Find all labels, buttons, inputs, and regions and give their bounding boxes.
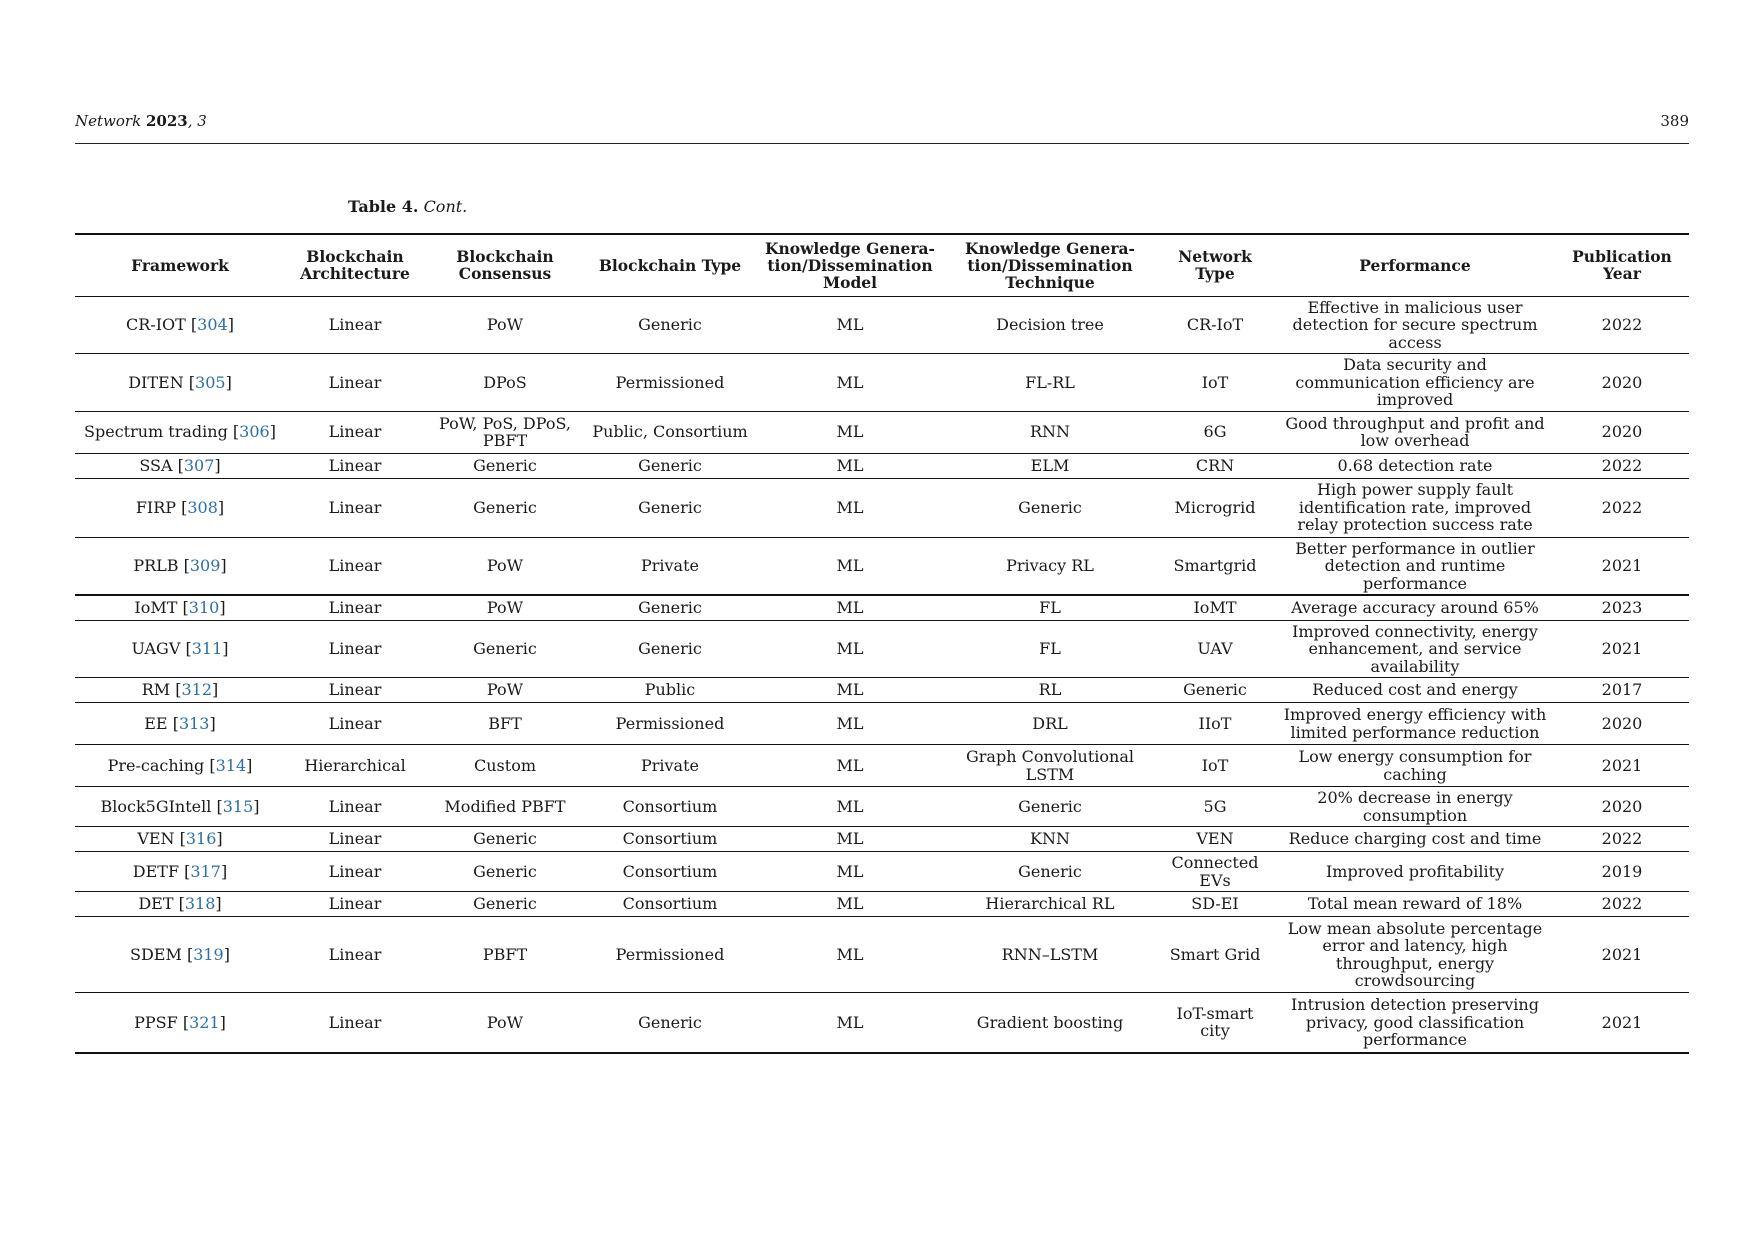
cell-performance: High power supply fault identification rate, improved relay protection success rate — [1275, 478, 1555, 537]
cell-model: ML — [755, 354, 945, 412]
reference-link[interactable]: 316 — [185, 829, 217, 849]
cell-consensus: PoW — [425, 537, 585, 595]
cell-architecture: Linear — [285, 678, 425, 703]
table-row — [75, 296, 1689, 354]
cell-consensus: BFT — [425, 703, 585, 745]
framework-name: Spectrum trading — [84, 422, 228, 442]
framework-name: SDEM — [130, 944, 182, 964]
cell-technique: Generic — [945, 787, 1155, 827]
cell-framework: PPSF [321] — [75, 993, 285, 1053]
cell-performance: Reduced cost and energy — [1275, 678, 1555, 703]
table-row — [75, 537, 1689, 595]
reference-link[interactable]: 312 — [181, 680, 213, 700]
cell-network: VEN — [1155, 827, 1275, 852]
cell-type: Generic — [585, 296, 755, 354]
cell-model: ML — [755, 703, 945, 745]
cell-type: Private — [585, 745, 755, 787]
cell-framework: Spectrum trading [306] — [75, 411, 285, 453]
reference-link[interactable]: 313 — [178, 713, 210, 733]
cell-year: 2017 — [1555, 678, 1689, 703]
cell-consensus: Generic — [425, 892, 585, 917]
cell-architecture: Linear — [285, 892, 425, 917]
reference-link[interactable]: 309 — [189, 556, 221, 575]
cell-network: UAV — [1155, 620, 1275, 678]
reference-link[interactable]: 305 — [195, 372, 226, 392]
cell-framework: IoMT [310] — [75, 595, 285, 620]
cell-type: Generic — [585, 595, 755, 620]
cell-consensus: PoW, PoS, DPoS, PBFT — [425, 411, 585, 453]
cell-consensus: DPoS — [425, 354, 585, 412]
table-label: Table 4. — [348, 197, 419, 216]
table-row — [75, 478, 1689, 537]
cell-technique: Privacy RL — [945, 537, 1155, 595]
cell-performance: Good throughput and profit and low overhead — [1275, 411, 1555, 453]
cell-performance: Total mean reward of 18% — [1275, 892, 1555, 917]
cell-architecture: Linear — [285, 595, 425, 620]
cell-model: ML — [755, 453, 945, 478]
table-row — [75, 678, 1689, 703]
table-body — [75, 296, 1689, 1053]
cell-year: 2019 — [1555, 852, 1689, 892]
framework-name: Block5GIntell — [100, 796, 212, 816]
col-performance: Performance — [1275, 234, 1555, 296]
cell-performance: Improved connectivity, energy enhancement, and service availability — [1275, 620, 1555, 678]
cell-technique: RNN–LSTM — [945, 917, 1155, 993]
cell-network: Connected EVs — [1155, 852, 1275, 892]
col-consensus: Blockchain Consensus — [425, 234, 585, 296]
cell-performance: Improved energy efficiency with limited performance reduction — [1275, 703, 1555, 745]
framework-name: SSA — [139, 455, 173, 475]
cell-architecture: Linear — [285, 852, 425, 892]
reference-link[interactable]: 314 — [215, 755, 247, 775]
framework-name: FIRP — [135, 497, 177, 517]
cell-model: ML — [755, 917, 945, 993]
cell-architecture: Linear — [285, 537, 425, 595]
cell-network: CR-IoT — [1155, 296, 1275, 354]
table-row — [75, 993, 1689, 1053]
cell-consensus: Generic — [425, 478, 585, 537]
reference-link[interactable]: 319 — [193, 944, 224, 964]
cell-year: 2020 — [1555, 703, 1689, 745]
journal-name: Network — [75, 112, 142, 130]
cell-framework: Block5GIntell [315] — [75, 787, 285, 827]
framework-name: RM — [141, 680, 171, 700]
col-architecture: Blockchain Architecture — [285, 234, 425, 296]
cell-type: Generic — [585, 993, 755, 1053]
cell-type: Consortium — [585, 852, 755, 892]
cell-technique: RNN — [945, 411, 1155, 453]
cell-network: IoMT — [1155, 595, 1275, 620]
table-row — [75, 354, 1689, 412]
col-year: Publication Year — [1555, 234, 1689, 296]
col-model: Knowledge Genera-tion/Dissemination Model — [755, 234, 945, 296]
cell-performance: Average accuracy around 65% — [1275, 595, 1555, 620]
cell-network: Generic — [1155, 678, 1275, 703]
cell-architecture: Linear — [285, 296, 425, 354]
cell-year: 2020 — [1555, 354, 1689, 412]
cell-network: IIoT — [1155, 703, 1275, 745]
cell-consensus: Modified PBFT — [425, 787, 585, 827]
reference-link[interactable]: 308 — [187, 497, 218, 517]
cell-consensus: PoW — [425, 993, 585, 1053]
cell-architecture: Linear — [285, 917, 425, 993]
cell-type: Consortium — [585, 827, 755, 852]
cell-performance: Better performance in outlier detection and runtime performance — [1275, 537, 1555, 595]
cell-framework: SDEM [319] — [75, 917, 285, 993]
cell-framework: Pre-caching [314] — [75, 745, 285, 787]
table-row — [75, 745, 1689, 787]
cell-consensus: PBFT — [425, 917, 585, 993]
cell-performance: 0.68 detection rate — [1275, 453, 1555, 478]
framework-name: EE — [144, 713, 168, 733]
cell-technique: Gradient boosting — [945, 993, 1155, 1053]
cell-consensus: Custom — [425, 745, 585, 787]
cell-framework: SSA [307] — [75, 453, 285, 478]
cell-framework: RM [312] — [75, 678, 285, 703]
cell-network: IoT-smart city — [1155, 993, 1275, 1053]
col-network: Network Type — [1155, 234, 1275, 296]
cell-architecture: Linear — [285, 453, 425, 478]
cell-performance: Low mean absolute percentage error and latency, high throughput, energy crowdsourcing — [1275, 917, 1555, 993]
cell-year: 2021 — [1555, 745, 1689, 787]
table-row — [75, 827, 1689, 852]
col-technique: Knowledge Genera-tion/Dissemination Technique — [945, 234, 1155, 296]
cell-type: Permissioned — [585, 354, 755, 412]
cell-technique: FL — [945, 620, 1155, 678]
cell-type: Public — [585, 678, 755, 703]
cell-technique: KNN — [945, 827, 1155, 852]
cell-technique: Decision tree — [945, 296, 1155, 354]
framework-name: PPSF — [134, 1012, 178, 1032]
table-row — [75, 787, 1689, 827]
cell-network: 6G — [1155, 411, 1275, 453]
cell-architecture: Linear — [285, 827, 425, 852]
cell-year: 2022 — [1555, 892, 1689, 917]
reference-link[interactable]: 307 — [183, 455, 215, 475]
framework-name: DITEN — [128, 372, 184, 392]
cell-framework: DETF [317] — [75, 852, 285, 892]
cell-year: 2021 — [1555, 993, 1689, 1053]
cell-model: ML — [755, 296, 945, 354]
cell-framework: EE [313] — [75, 703, 285, 745]
cell-year: 2021 — [1555, 537, 1689, 595]
cell-model: ML — [755, 892, 945, 917]
journal-year: 2023 — [145, 112, 188, 130]
cell-model: ML — [755, 595, 945, 620]
cell-technique: Generic — [945, 852, 1155, 892]
cell-model: ML — [755, 993, 945, 1053]
cell-architecture: Linear — [285, 354, 425, 412]
framework-name: PRLB — [133, 556, 179, 575]
cell-technique: RL — [945, 678, 1155, 703]
cell-model: ML — [755, 478, 945, 537]
cell-network: SD-EI — [1155, 892, 1275, 917]
table-row — [75, 411, 1689, 453]
cell-technique: Generic — [945, 478, 1155, 537]
reference-link[interactable]: 304 — [197, 315, 228, 334]
reference-link[interactable]: 317 — [190, 861, 221, 881]
cell-year: 2020 — [1555, 787, 1689, 827]
table-cont: Cont. — [423, 197, 468, 216]
cell-model: ML — [755, 745, 945, 787]
framework-name: UAGV — [131, 639, 181, 658]
journal-volume: , 3 — [187, 112, 207, 130]
framework-name: CR-IOT — [126, 315, 186, 334]
cell-framework: DITEN [305] — [75, 354, 285, 412]
cell-network: Microgrid — [1155, 478, 1275, 537]
cell-model: ML — [755, 411, 945, 453]
cell-year: 2021 — [1555, 620, 1689, 678]
cell-year: 2021 — [1555, 917, 1689, 993]
cell-network: Smartgrid — [1155, 537, 1275, 595]
col-framework: Framework — [75, 234, 285, 296]
cell-consensus: Generic — [425, 827, 585, 852]
cell-type: Consortium — [585, 787, 755, 827]
framework-name: IoMT — [134, 598, 178, 617]
table-row — [75, 595, 1689, 620]
page-number: 389 — [1660, 112, 1689, 130]
table-row — [75, 892, 1689, 917]
cell-network: CRN — [1155, 453, 1275, 478]
cell-model: ML — [755, 620, 945, 678]
cell-architecture: Linear — [285, 993, 425, 1053]
cell-architecture: Linear — [285, 411, 425, 453]
cell-model: ML — [755, 852, 945, 892]
cell-network: IoT — [1155, 745, 1275, 787]
reference-link[interactable]: 311 — [191, 639, 223, 658]
cell-type: Permissioned — [585, 703, 755, 745]
results-table — [75, 233, 1689, 1054]
cell-type: Permissioned — [585, 917, 755, 993]
cell-type: Consortium — [585, 892, 755, 917]
cell-framework: VEN [316] — [75, 827, 285, 852]
framework-name: DET — [138, 894, 174, 914]
cell-year: 2022 — [1555, 296, 1689, 354]
cell-framework: DET [318] — [75, 892, 285, 917]
header-rule — [75, 143, 1689, 144]
cell-year: 2022 — [1555, 827, 1689, 852]
reference-link[interactable]: 306 — [239, 422, 270, 442]
cell-performance: Improved profitability — [1275, 852, 1555, 892]
col-type: Blockchain Type — [585, 234, 755, 296]
cell-network: 5G — [1155, 787, 1275, 827]
cell-performance: Data security and communication efficiency are improved — [1275, 354, 1555, 412]
cell-type: Generic — [585, 620, 755, 678]
cell-architecture: Linear — [285, 620, 425, 678]
cell-performance: Low energy consumption for caching — [1275, 745, 1555, 787]
table-row — [75, 620, 1689, 678]
cell-year: 2023 — [1555, 595, 1689, 620]
cell-type: Private — [585, 537, 755, 595]
cell-type: Public, Consortium — [585, 411, 755, 453]
table-row — [75, 917, 1689, 993]
cell-technique: FL — [945, 595, 1155, 620]
cell-architecture: Linear — [285, 787, 425, 827]
cell-model: ML — [755, 827, 945, 852]
journal-citation — [75, 112, 207, 130]
cell-technique: ELM — [945, 453, 1155, 478]
cell-model: ML — [755, 678, 945, 703]
cell-consensus: PoW — [425, 595, 585, 620]
running-head — [75, 112, 1689, 132]
cell-consensus: Generic — [425, 620, 585, 678]
cell-architecture: Linear — [285, 703, 425, 745]
cell-performance: Effective in malicious user detection for secure spectrum access — [1275, 296, 1555, 354]
cell-architecture: Linear — [285, 478, 425, 537]
cell-performance: Reduce charging cost and time — [1275, 827, 1555, 852]
reference-link[interactable]: 321 — [189, 1012, 220, 1032]
cell-technique: FL-RL — [945, 354, 1155, 412]
framework-name: DETF — [132, 861, 180, 881]
table-row — [75, 852, 1689, 892]
cell-year: 2020 — [1555, 411, 1689, 453]
cell-year: 2022 — [1555, 453, 1689, 478]
cell-technique: Graph Convolutional LSTM — [945, 745, 1155, 787]
cell-performance: 20% decrease in energy consumption — [1275, 787, 1555, 827]
reference-link[interactable]: 318 — [184, 894, 216, 914]
cell-consensus: PoW — [425, 296, 585, 354]
cell-framework: PRLB [309] — [75, 537, 285, 595]
cell-framework: UAGV [311] — [75, 620, 285, 678]
cell-type: Generic — [585, 453, 755, 478]
table-row — [75, 703, 1689, 745]
cell-framework: CR-IOT [304] — [75, 296, 285, 354]
cell-model: ML — [755, 787, 945, 827]
cell-technique: Hierarchical RL — [945, 892, 1155, 917]
cell-type: Generic — [585, 478, 755, 537]
cell-year: 2022 — [1555, 478, 1689, 537]
cell-consensus: Generic — [425, 852, 585, 892]
framework-name: Pre-caching — [107, 755, 205, 775]
cell-consensus: PoW — [425, 678, 585, 703]
cell-model: ML — [755, 537, 945, 595]
header-row — [75, 234, 1689, 296]
cell-network: Smart Grid — [1155, 917, 1275, 993]
reference-link[interactable]: 315 — [222, 796, 254, 816]
cell-framework: FIRP [308] — [75, 478, 285, 537]
cell-network: IoT — [1155, 354, 1275, 412]
framework-name: VEN — [137, 829, 175, 849]
table-row — [75, 453, 1689, 478]
reference-link[interactable]: 310 — [188, 598, 220, 617]
cell-technique: DRL — [945, 703, 1155, 745]
cell-architecture: Hierarchical — [285, 745, 425, 787]
cell-consensus: Generic — [425, 453, 585, 478]
table-caption — [348, 197, 467, 216]
cell-performance: Intrusion detection preserving privacy, good classification performance — [1275, 993, 1555, 1053]
